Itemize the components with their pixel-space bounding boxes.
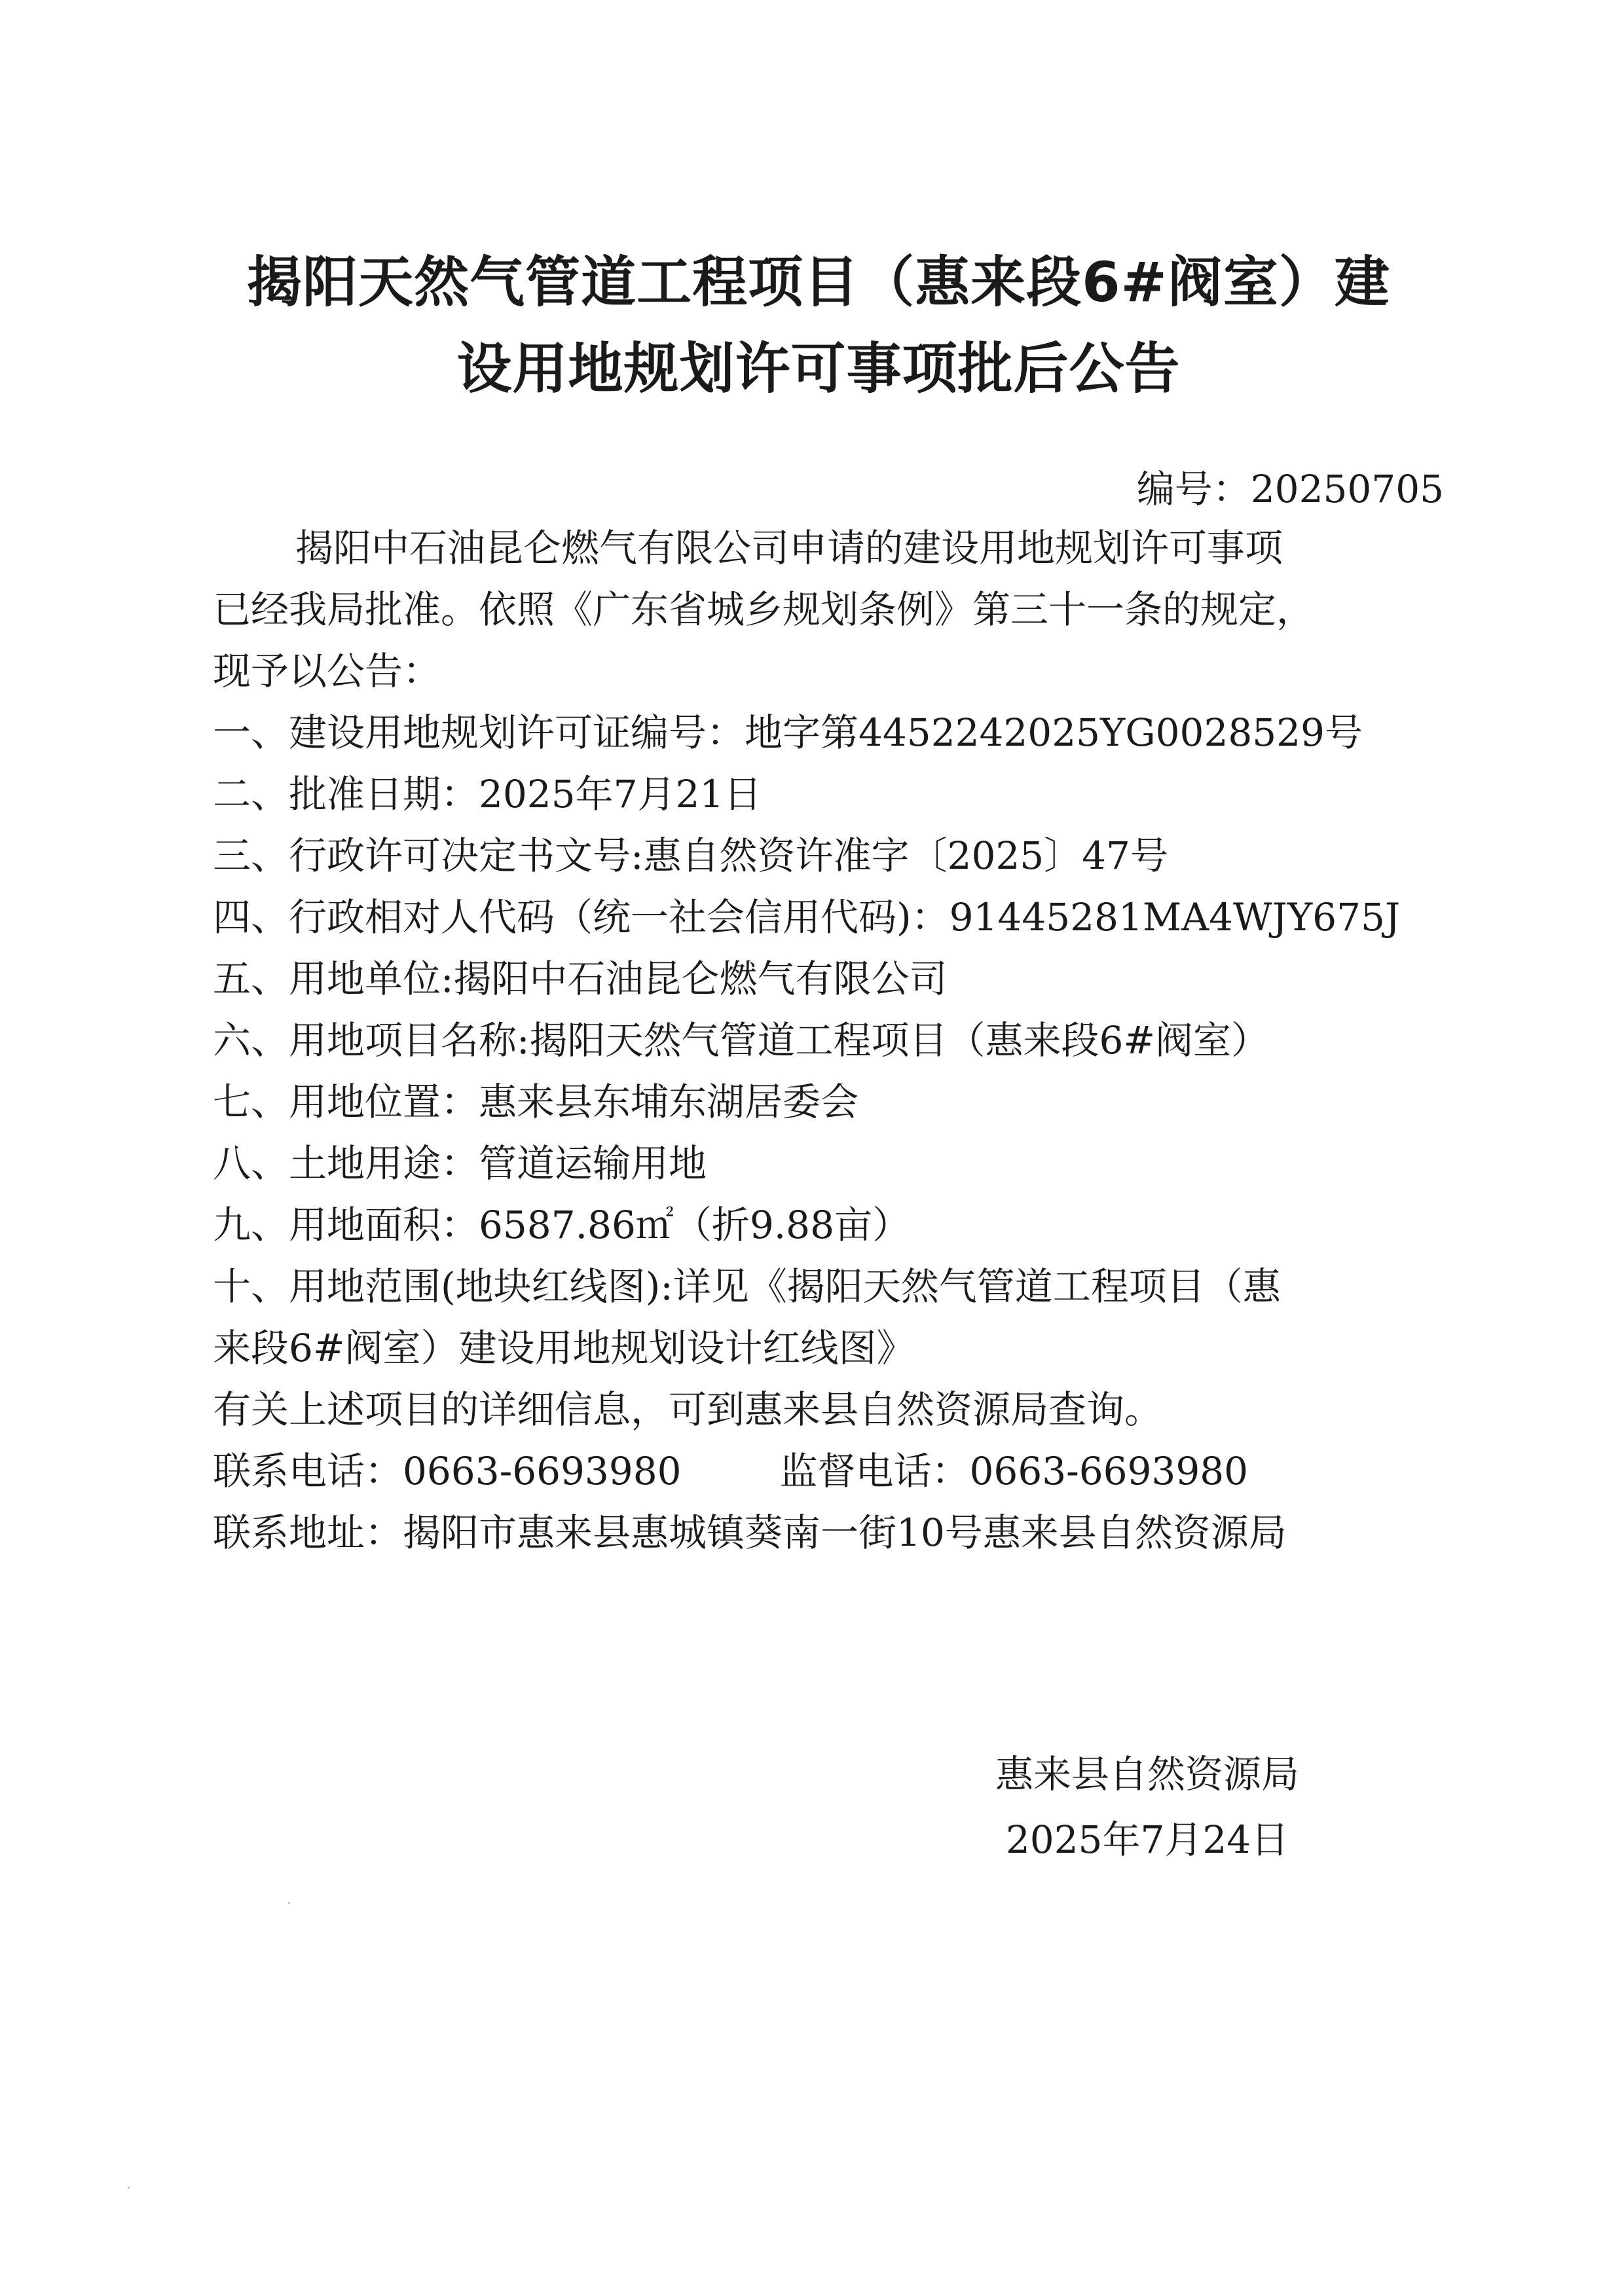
intro-paragraph bbox=[213, 517, 1450, 702]
document-number: 编号：20250705 bbox=[1136, 467, 1444, 511]
item-8-land-use: 八、土地用途：管道运输用地 bbox=[213, 1141, 707, 1186]
item-4-credit-code: 四、行政相对人代码（统一社会信用代码)：91445281MA4WJY675J bbox=[213, 895, 1401, 939]
inquiry-note: 有关上述项目的详细信息，可到惠来县自然资源局查询。 bbox=[213, 1387, 1163, 1432]
title-line-1: 揭阳天然气管道工程项目（惠来段6#阀室）建 bbox=[247, 250, 1390, 314]
scan-speck bbox=[288, 1902, 290, 1904]
contact-address: 联系地址：揭阳市惠来县惠城镇葵南一街10号惠来县自然资源局 bbox=[213, 1510, 1287, 1555]
signature-date: 2025年7月24日 bbox=[1005, 1817, 1289, 1862]
scan-speck bbox=[128, 2187, 130, 2189]
item-2-approval-date: 二、批准日期：2025年7月21日 bbox=[213, 772, 762, 816]
item-1-permit-number: 一、建设用地规划许可证编号：地字第4452242025YG0028529号 bbox=[213, 710, 1363, 755]
item-5-land-user: 五、用地单位:揭阳中石油昆仑燃气有限公司 bbox=[213, 957, 948, 1001]
intro-line-3: 现予以公告： bbox=[213, 649, 441, 693]
item-6-project-name: 六、用地项目名称:揭阳天然气管道工程项目（惠来段6#阀室） bbox=[213, 1018, 1270, 1063]
contact-phone: 联系电话：0663-6693980 bbox=[213, 1449, 682, 1493]
item-10-scope-line-1: 十、用地范围(地块红线图):详见《揭阳天然气管道工程项目（惠 bbox=[213, 1264, 1281, 1309]
signature-org: 惠来县自然资源局 bbox=[995, 1752, 1300, 1796]
title-line-2: 设用地规划许可事项批后公告 bbox=[456, 337, 1181, 401]
document-title bbox=[196, 239, 1441, 412]
contact-phones bbox=[213, 1440, 1400, 1502]
item-3-decision-number: 三、行政许可决定书文号:惠自然资许准字〔2025〕47号 bbox=[213, 833, 1168, 878]
item-10-scope-line-2: 来段6#阀室）建设用地规划设计红线图》 bbox=[213, 1326, 915, 1370]
intro-line-2: 已经我局批准。依照《广东省城乡规划条例》第三十一条的规定， bbox=[213, 587, 1315, 632]
supervision-phone: 监督电话：0663-6693980 bbox=[779, 1449, 1249, 1493]
item-7-location: 七、用地位置：惠来县东埔东湖居委会 bbox=[213, 1080, 859, 1124]
signature-block bbox=[995, 1741, 1299, 1872]
item-list bbox=[213, 702, 1400, 1563]
item-9-area: 九、用地面积：6587.86㎡（折9.88亩） bbox=[213, 1203, 910, 1247]
intro-line-1: 揭阳中石油昆仑燃气有限公司申请的建设用地规划许可事项 bbox=[295, 526, 1283, 570]
